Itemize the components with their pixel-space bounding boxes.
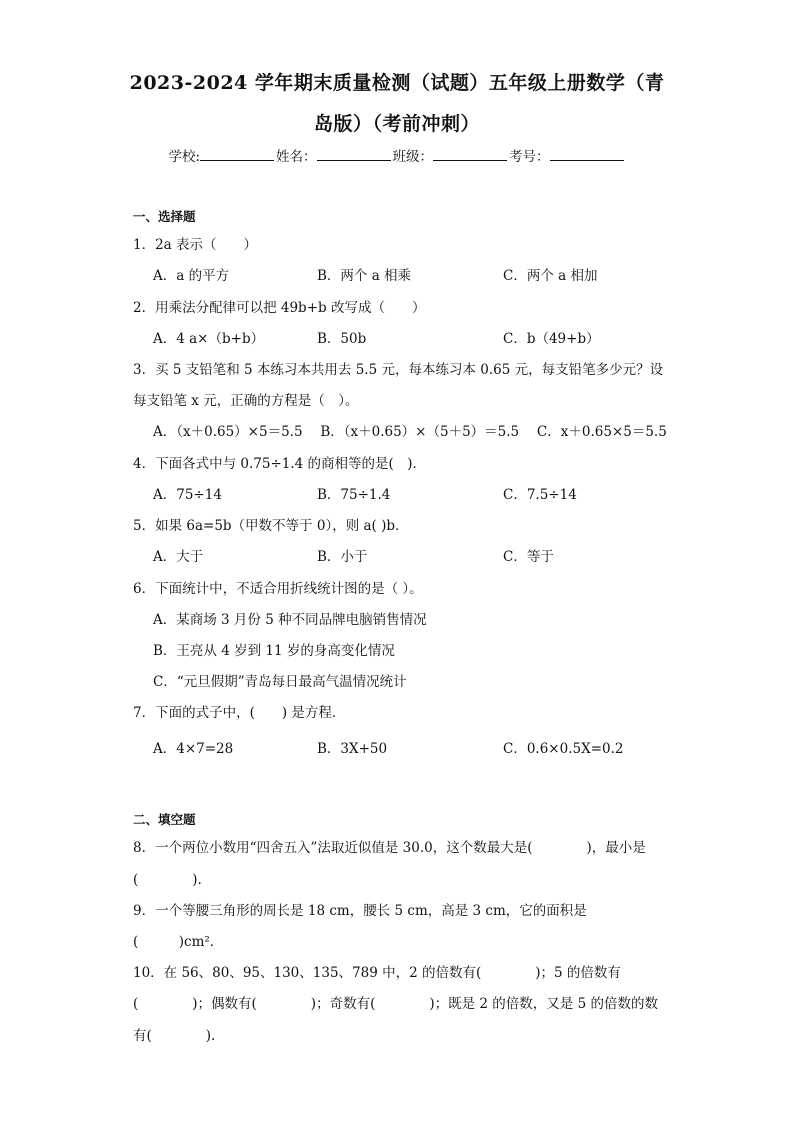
option-a: A．4×7=28 [153, 741, 234, 757]
option-c: C．0.6×0.5X=0.2 [503, 741, 624, 757]
question-3-options: A．（x＋0.65）×5＝5.5 B．（x＋0.65）×（5＋5）＝5.5 C．x＋0.65×5＝5.5 [153, 424, 667, 440]
option-b: B．75÷1.4 [317, 487, 391, 503]
question-10-line-3: 有( ). [133, 1028, 216, 1044]
title-line-1: 2023-2024 学年期末质量检测（试题）五年级上册数学（青 [129, 72, 665, 94]
option-c: C．b（49+b） [503, 331, 600, 347]
number-label: 考号： [509, 149, 550, 165]
section-heading-choice: 一、选择题 [133, 209, 196, 224]
option-b: B．小于 [317, 549, 368, 565]
question-4: 4．下面各式中与 0.75÷1.4 的商相等的是( )． [133, 456, 427, 472]
class-label: 班级： [392, 149, 434, 165]
number-blank [550, 146, 624, 161]
option-c: C．7.5÷14 [503, 487, 577, 503]
question-9-line-1: 9．一个等腰三角形的周长是 18 cm，腰长 5 cm，高是 3 cm，它的面积是 [133, 903, 587, 919]
question-6-option-a: A．某商场 3 月份 5 种不同品牌电脑销售情况 [153, 612, 427, 628]
question-10-line-1: 10．在 56、80、95、130、135、789 中，2 的倍数有( )；5 的倍数有 [133, 965, 621, 981]
question-8-line-1: 8．一个两位小数用“四舍五入”法取近似值是 30.0，这个数最大是( )，最小是 [133, 840, 646, 856]
name-label: 姓名： [276, 149, 317, 165]
question-8-line-2: ( ). [133, 872, 202, 888]
title-line-2: 岛版）（考前冲刺） [313, 113, 480, 135]
option-c: C．等于 [503, 549, 554, 565]
school-label: 学校: [168, 149, 201, 165]
school-blank [200, 146, 274, 161]
section-heading-fill-in: 二、填空题 [133, 812, 196, 827]
option-a: A．4 a×（b+b） [153, 331, 265, 347]
question-3-line-1: 3．买 5 支铅笔和 5 本练习本共用去 5.5 元，每本练习本 0.65 元，每支铅笔多少元？设 [133, 362, 664, 378]
option-a: A．a 的平方 [153, 268, 230, 284]
option-a: A．大于 [153, 549, 204, 565]
question-10-line-2: ( )；偶数有( )；奇数有( )；既是 2 的倍数，又是 5 的倍数的数 [133, 996, 658, 1012]
option-b: B．3X+50 [317, 741, 388, 757]
student-info-row [0, 145, 794, 165]
question-9-line-2: ( )cm²． [133, 934, 224, 950]
option-b: B．两个 a 相乘 [317, 268, 412, 284]
question-7: 7．下面的式子中，( ) 是方程． [133, 705, 346, 721]
question-5: 5．如果 6a=5b（甲数不等于 0），则 a( )b． [133, 518, 409, 534]
class-blank [433, 146, 507, 161]
question-1: 1．2a 表示（ ） [133, 237, 258, 253]
question-3-line-2: 每支铅笔 x 元，正确的方程是（ ）。 [133, 393, 359, 409]
name-blank [317, 146, 391, 161]
question-6-option-c: C．“元旦假期”青岛每日最高气温情况统计 [153, 674, 407, 690]
option-c: C．两个 a 相加 [503, 268, 598, 284]
question-6: 6．下面统计中，不适合用折线统计图的是（ ）。 [133, 581, 423, 597]
question-2: 2．用乘法分配律可以把 49b+b 改写成（ ） [133, 300, 426, 316]
question-6-option-b: B．王亮从 4 岁到 11 岁的身高变化情况 [153, 643, 395, 659]
option-b: B．50b [317, 331, 367, 347]
option-a: A．75÷14 [153, 487, 222, 503]
